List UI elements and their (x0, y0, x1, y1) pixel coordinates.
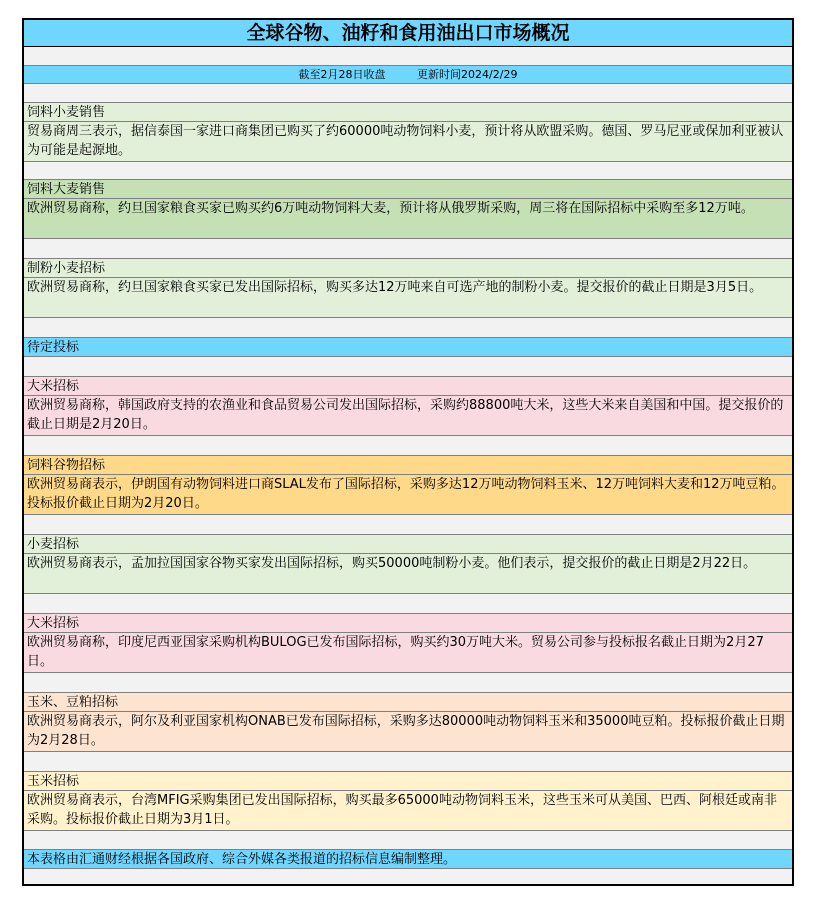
tender-heading: 小麦招标 (24, 535, 792, 554)
blank-row (24, 831, 792, 850)
tender-heading: 饲料谷物招标 (24, 456, 792, 475)
section-text: 欧洲贸易商称，约旦国家粮食买家已购买约6万吨动物饲料大麦，预计将从俄罗斯采购，周三将在国际招标中采购至多12万吨。 (24, 199, 792, 239)
pending-tenders-label: 待定投标 (24, 338, 792, 357)
tender-text: 欧洲贸易商称，印度尼西亚国家采购机构BULOG已发布国际招标，购买约30万吨大米。贸易公司参与投标报名截止日期为2月27日。 (24, 633, 792, 673)
date-bar (24, 66, 792, 84)
blank-row (24, 752, 792, 772)
blank-row (24, 594, 792, 614)
page-title: 全球谷物、油籽和食用油出口市场概况 (24, 20, 792, 47)
close-date: 截至2月28日收盘 (298, 68, 386, 81)
blank-row (24, 436, 792, 456)
section-heading: 饲料小麦销售 (24, 103, 792, 122)
blank-row (24, 85, 792, 103)
tender-heading: 大米招标 (24, 377, 792, 396)
section-text: 贸易商周三表示，据信泰国一家进口商集团已购买了约60000吨动物饲料小麦，预计将从欧盟采购。德国、罗马尼亚或保加利亚被认为可能是起源地。 (24, 122, 792, 162)
blank-row (24, 869, 792, 884)
blank-row (24, 515, 792, 535)
section-text: 欧洲贸易商称，约旦国家粮食买家已发出国际招标，购买多达12万吨来自可选产地的制粉小麦。提交报价的截止日期是3月5日。 (24, 278, 792, 318)
section-heading: 饲料大麦销售 (24, 180, 792, 199)
blank-row (24, 162, 792, 180)
tender-heading: 玉米招标 (24, 772, 792, 791)
tender-text: 欧洲贸易商表示，阿尔及利亚国家机构ONAB已发布国际招标，采购多达80000吨动物饲料玉米和35000吨豆粕。投标报价截止日期为2月28日。 (24, 712, 792, 752)
tender-heading: 大米招标 (24, 614, 792, 633)
update-time: 更新时间2024/2/29 (417, 68, 518, 81)
blank-row (24, 48, 792, 66)
footer-note: 本表格由汇通财经根据各国政府、综合外媒各类报道的招标信息编制整理。 (24, 850, 792, 869)
tender-text: 欧洲贸易商称，韩国政府支持的农渔业和食品贸易公司发出国际招标，采购约88800吨大米，这些大米来自美国和中国。提交报价的截止日期是2月20日。 (24, 396, 792, 436)
section-heading: 制粉小麦招标 (24, 259, 792, 278)
blank-row (24, 239, 792, 259)
blank-row (24, 318, 792, 338)
tender-heading: 玉米、豆粕招标 (24, 693, 792, 712)
tender-text: 欧洲贸易商表示，台湾MFIG采购集团已发出国际招标，购买最多65000吨动物饲料玉米，这些玉米可从美国、巴西、阿根廷或南非采购。投标报价截止日期为3月1日。 (24, 791, 792, 831)
tender-text: 欧洲贸易商表示，孟加拉国国家谷物买家发出国际招标，购买50000吨制粉小麦。他们表示，提交报价的截止日期是2月22日。 (24, 554, 792, 594)
blank-row (24, 357, 792, 377)
spreadsheet (22, 18, 794, 886)
blank-row (24, 673, 792, 693)
tender-text: 欧洲贸易商表示，伊朗国有动物饲料进口商SLAL发布了国际招标，采购多达12万吨动物饲料玉米、12万吨饲料大麦和12万吨豆粕。投标报价截止日期为2月20日。 (24, 475, 792, 515)
